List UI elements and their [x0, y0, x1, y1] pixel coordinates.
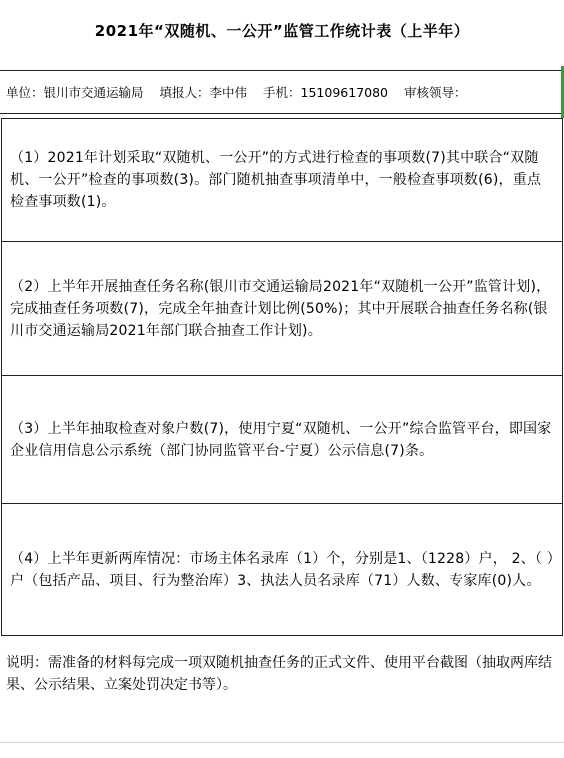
stat-item-2: [1, 242, 563, 376]
sheet-title: [0, 0, 564, 60]
stat-item-1: [1, 118, 563, 242]
reporter-info-row: [0, 70, 563, 114]
bottom-divider: [0, 742, 564, 743]
stat-item-1-text: （1）2021年计划采取“双随机、一公开”的方式进行检查的事项数(7)其中联合“双随机、一公开”检查的事项数(3)。部门随机抽查事项清单中，一般检查事项数(6)，重点检查事项数(1)。: [10, 150, 542, 210]
explanation-note: 说明：需准备的材料每完成一项双随机抽查任务的正式文件、使用平台截图（抽取两库结果、公示结果、立案处罚决定书等）。: [6, 655, 552, 693]
unit-label: 单位：银川市交通运输局: [6, 85, 144, 100]
stat-item-3: [1, 376, 563, 504]
stat-item-4: [1, 504, 563, 636]
sheet-title-text: 2021年“双随机、一公开”监管工作统计表（上半年）: [94, 21, 470, 40]
reviewer-label: 审核领导：: [404, 85, 467, 100]
reporter-label: 填报人：李中伟: [159, 85, 248, 100]
stat-item-3-text: （3）上半年抽取检查对象户数(7)，使用宁夏“双随机、一公开”综合监管平台，即国家企业信用信息公示系统（部门协同监管平台-宁夏）公示信息(7)条。: [10, 420, 552, 459]
stat-item-2-text: （2）上半年开展抽查任务名称(银川市交通运输局2021年“双随机一公开”监管计划)，完成抽查任务项数(7)，完成全年抽查计划比例(50%)；其中开展联合抽查任务名称(银川市交通运输局2021年部门联合抽查工作计划)。: [10, 278, 551, 339]
stat-item-4-text: （4）上半年更新两库情况：市场主体名录库（1）个，分别是1、（1228）户， 2、（ ）户（包括产品、项目、行为整治库）3、执法人员名录库（71）人数、专家库(0)人。: [10, 550, 554, 589]
phone-label: 手机：15109617080: [263, 85, 389, 100]
